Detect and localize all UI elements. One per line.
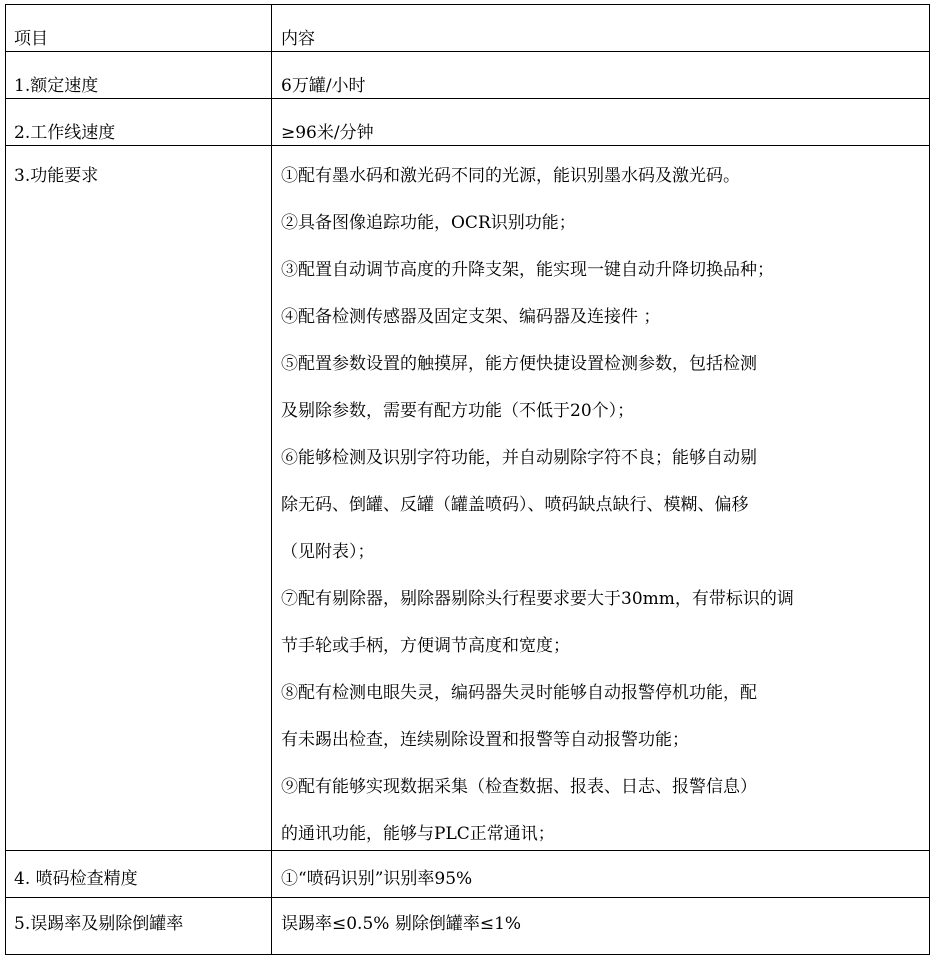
function-line: 除无码、倒罐、反罐（罐盖喷码）、喷码缺点缺行、模糊、偏移 <box>281 495 749 515</box>
function-line: 有未踢出检查，连续剔除设置和报警等自动报警功能； <box>281 730 689 750</box>
function-line: 的通讯功能，能够与PLC正常通讯； <box>281 824 555 844</box>
function-line: ③配置自动调节高度的升降支架，能实现一键自动升降切换品种； <box>281 260 774 280</box>
table-row <box>6 851 930 898</box>
function-line: ⑧配有检测电眼失灵，编码器失灵时能够自动报警停机功能，配 <box>281 683 757 703</box>
row-item-miskick-rate: 5.误踢率及剔除倒罐率 <box>6 898 272 955</box>
function-line: ⑤配置参数设置的触摸屏，能方便快捷设置检测参数，包括检测 <box>281 354 757 374</box>
row-item-line-speed: 2.工作线速度 <box>6 99 272 146</box>
row-content-functions <box>272 146 930 851</box>
function-line: ①配有墨水码和激光码不同的光源，能识别墨水码及激光码。 <box>281 166 740 186</box>
table-row <box>6 52 930 99</box>
function-line: ⑦配有剔除器，剔除器剔除头行程要求要大于30mm，有带标识的调 <box>281 589 794 609</box>
table-row-functions <box>6 146 930 851</box>
row-item-rated-speed: 1.额定速度 <box>6 52 272 99</box>
row-content-print-accuracy: ①“喷码识别”识别率95% <box>272 851 930 898</box>
table-header-row <box>6 5 930 52</box>
row-content-rated-speed: 6万罐/小时 <box>272 52 930 99</box>
function-line: ⑨配有能够实现数据采集（检查数据、报表、日志、报警信息） <box>281 777 757 797</box>
row-item-print-accuracy: 4. 喷码检查精度 <box>6 851 272 898</box>
function-line: 及剔除参数，需要有配方功能（不低于20个）； <box>281 401 635 421</box>
header-item-cell: 项目 <box>6 5 272 52</box>
row-content-line-speed: ≥96米/分钟 <box>272 99 930 146</box>
function-line: （见附表）； <box>281 542 375 562</box>
row-item-functions: 3.功能要求 <box>6 146 272 851</box>
function-line: ④配备检测传感器及固定支架、编码器及连接件 ； <box>281 307 661 327</box>
header-content-cell: 内容 <box>272 5 930 52</box>
row-content-miskick-rate: 误踢率≤0.5% 剔除倒罐率≤1% <box>272 898 930 955</box>
function-line: ⑥能够检测及识别字符功能，并自动剔除字符不良；能够自动剔 <box>281 448 757 468</box>
function-line: ②具备图像追踪功能，OCR识别功能； <box>281 213 576 233</box>
function-line: 节手轮或手柄，方便调节高度和宽度； <box>281 636 570 656</box>
spec-table <box>5 4 930 955</box>
table-row <box>6 898 930 955</box>
table-row <box>6 99 930 146</box>
